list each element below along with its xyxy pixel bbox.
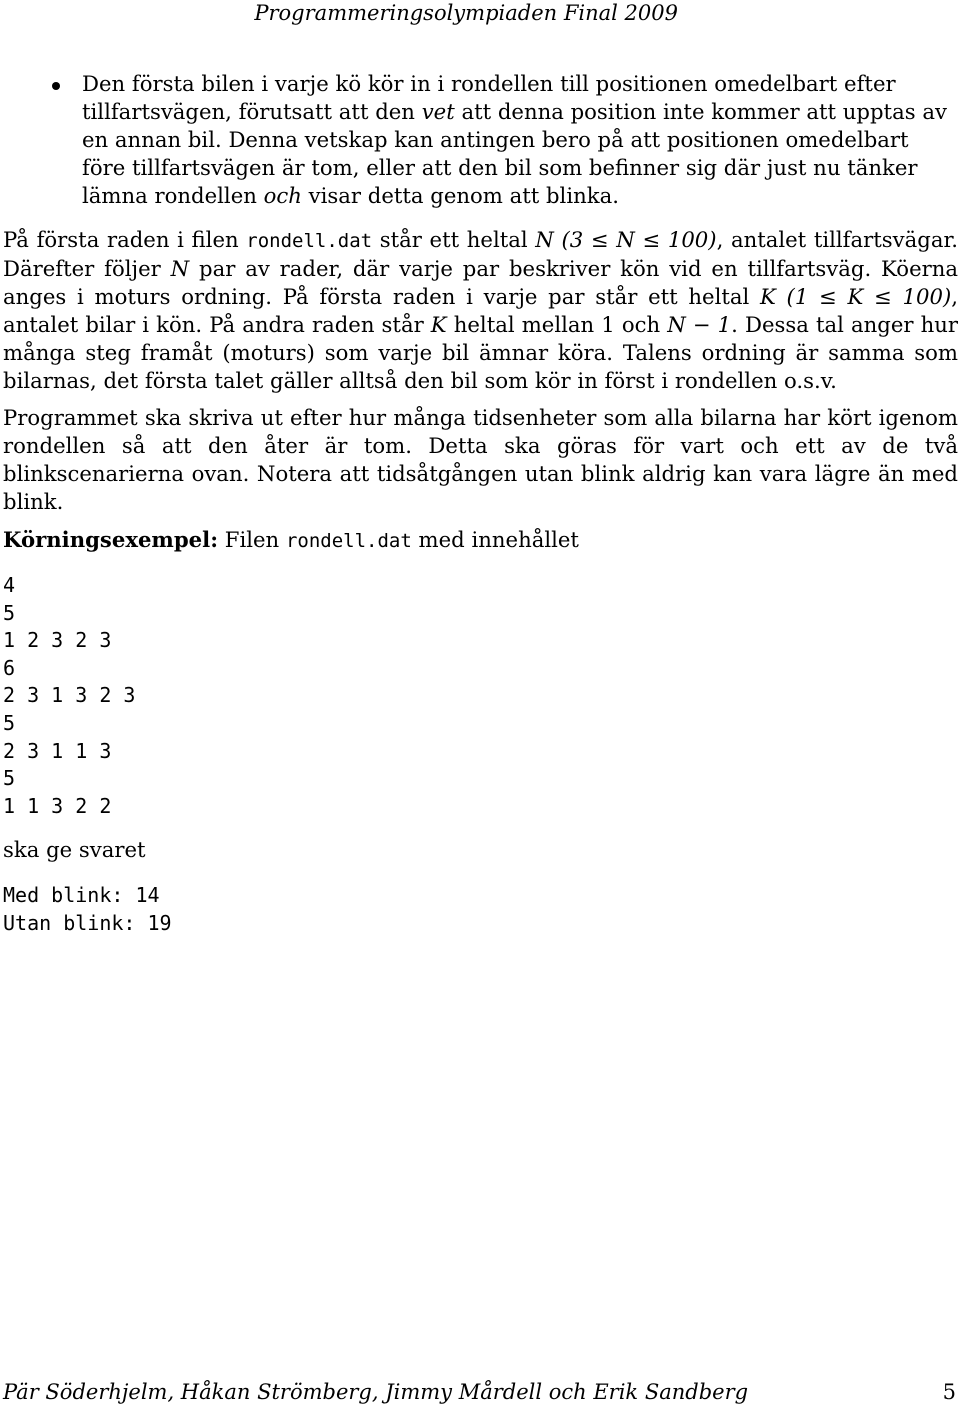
code-line: 6 xyxy=(3,655,16,680)
bullet-list xyxy=(52,70,957,210)
code-line: 5 xyxy=(3,766,16,791)
code-line: 1 1 3 2 2 xyxy=(3,793,112,818)
answer-label: ska ge svaret xyxy=(3,837,146,862)
filename: rondell.dat xyxy=(285,530,412,552)
sample-input xyxy=(3,572,135,820)
page-number: 5 xyxy=(942,1380,956,1404)
code-line: Utan blink: 19 xyxy=(3,910,172,935)
math-n-range: N (3 ≤ N ≤ 100) xyxy=(535,227,717,252)
list-item xyxy=(52,70,957,210)
bullet-text: Den första bilen i varje kö kör in i rondellen till positionen omedelbart efter tillfartsvägen, förutsatt att den vet att denna position inte kommer att upptas av en annan bil. Denna vetskap kan antingen bero på att positionen omedelbart före tillfartsvägen är tom, eller att den bil som befinner sig där just nu tänker lämna rondellen och visar detta genom att blinka. xyxy=(82,71,947,208)
code-line: 1 2 3 2 3 xyxy=(3,628,112,653)
code-line: 4 xyxy=(3,573,16,597)
input-description: På första raden i filen rondell.dat står ett heltal N (3 ≤ N ≤ 100), antalet tillfartsvägar. Därefter följer N par av rader, där varje par beskriver kön vid en tillfartsväg. Köerna anges i moturs ordning. På första raden i varje par står ett heltal K (1 ≤ K ≤ 100), antalet bilar i kön. På andra raden står K heltal mellan 1 och N − 1. Dessa tal anger hur många steg framåt (moturs) som varje bil ämnar köra. Talens ordning är samma som bilarnas, det första talet gäller alltså den bil som kör in först i rondellen o.s.v. xyxy=(3,227,959,393)
code-line: 2 3 1 1 3 xyxy=(3,738,112,763)
code-line: 5 xyxy=(3,710,16,735)
example-heading: Körningsexempel: Filen rondell.dat med innehållet xyxy=(3,527,579,552)
sample-output xyxy=(3,882,172,937)
code-line: Med blink: 14 xyxy=(3,883,160,907)
filename: rondell.dat xyxy=(246,230,373,252)
output-description: Programmet ska skriva ut efter hur många tidsenheter som alla bilarna har kört igenom rondellen så att den åter är tom. Detta ska göras för vart och ett av de två blinkscenarierna ovan. Notera att tidsåtgången utan blink aldrig kan vara lägre än med blink. xyxy=(3,405,958,514)
bullet-icon xyxy=(52,82,60,90)
math-k-range: K (1 ≤ K ≤ 100) xyxy=(760,284,952,309)
code-line: 5 xyxy=(3,600,16,625)
footer-authors: Pär Söderhjelm, Håkan Strömberg, Jimmy Mårdell och Erik Sandberg xyxy=(3,1380,749,1404)
running-header: Programmeringsolympiaden Final 2009 xyxy=(254,1,678,25)
code-line: 2 3 1 3 2 3 xyxy=(3,683,136,708)
